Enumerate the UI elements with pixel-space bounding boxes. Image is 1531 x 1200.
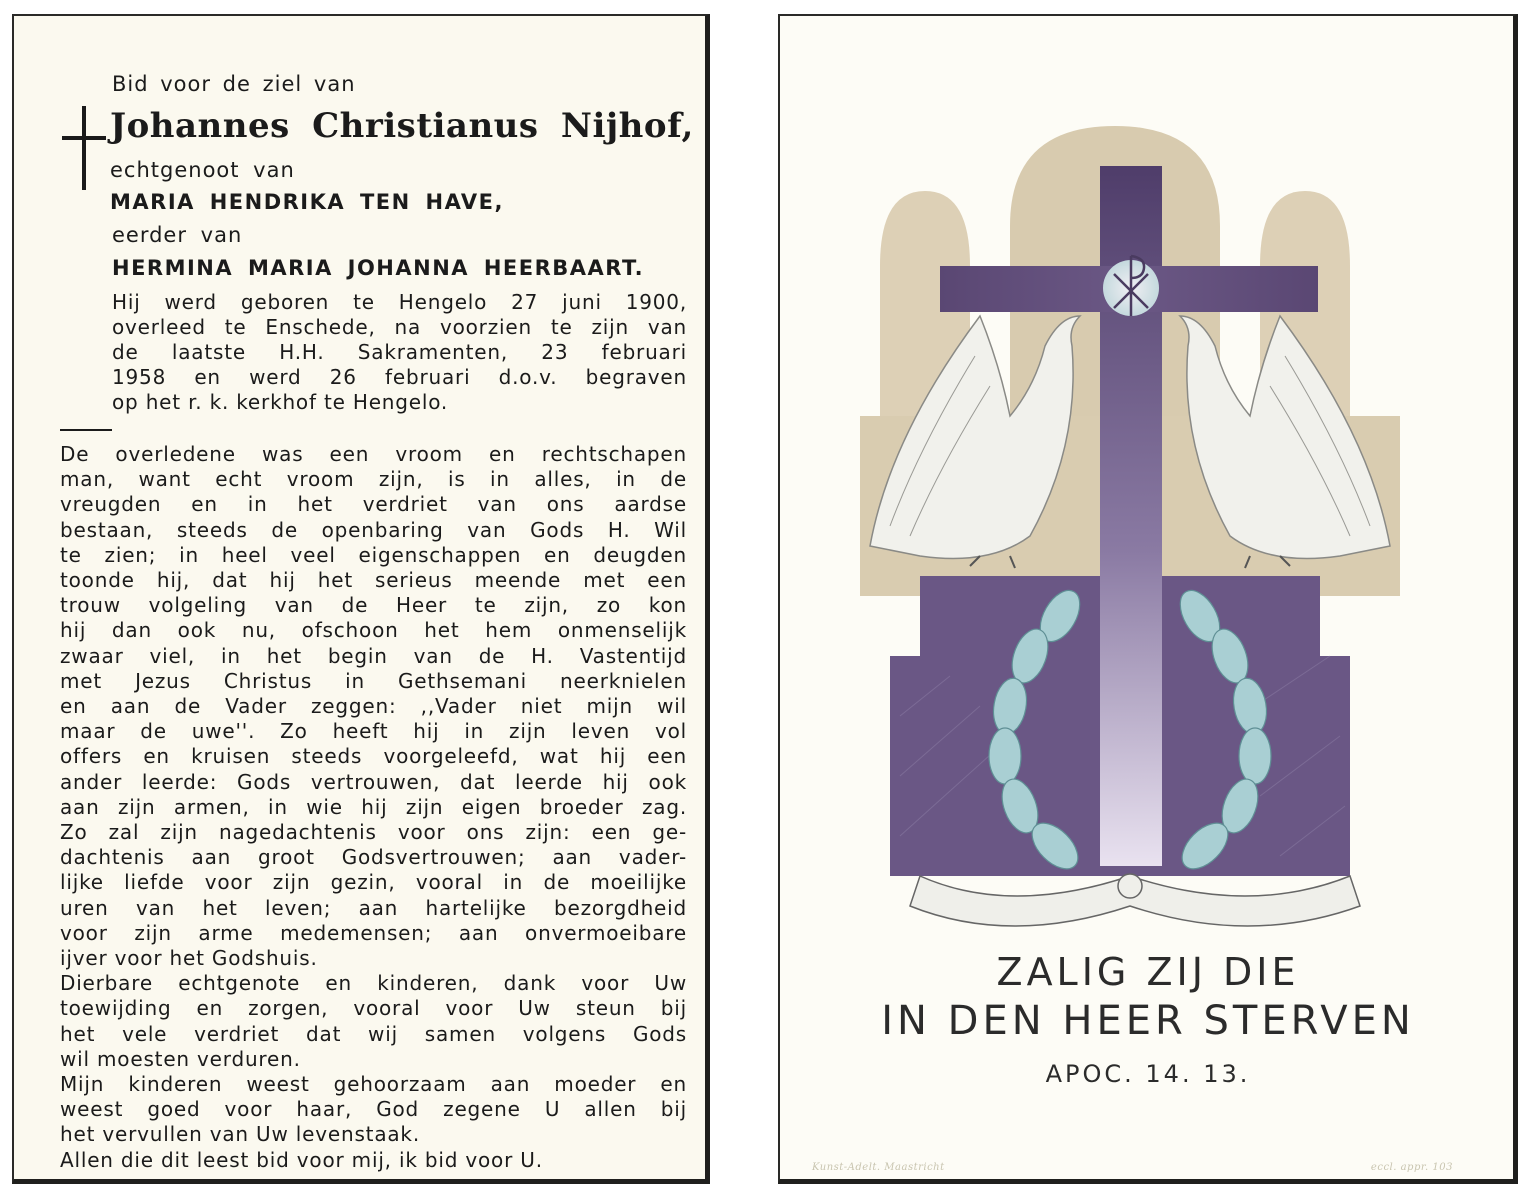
memorial-text-card <box>12 14 710 1184</box>
printer-credit: Kunst-Adelt. Maastricht <box>812 1162 945 1173</box>
bio-line: de laatste H.H. Sakramenten, 23 februari <box>112 340 687 364</box>
eulogy-line: Mijn kinderen weest gehoorzaam aan moeder en <box>60 1072 687 1096</box>
bio-line: overleed te Enschede, na voorzien te zijn van <box>112 315 687 339</box>
eulogy-line: offers en kruisen steeds voorgeleefd, wat hij een <box>60 744 687 769</box>
cross-doves-wreath-illustration <box>860 116 1430 936</box>
eulogy-line: met Jezus Christus in Gethsemani neerknielen <box>60 668 687 693</box>
eulogy-line: uren van het leven; aan hartelijke bezorgdheid <box>60 895 687 920</box>
eulogy-line: aan zijn armen, in wie hij zijn eigen broeder zag. <box>60 794 687 819</box>
divider <box>60 429 112 431</box>
eulogy-line: trouw volgeling van de Heer te zijn, zo kon <box>60 593 687 618</box>
memorial-image-card <box>778 14 1518 1184</box>
spouse-name: MARIA HENDRIKA TEN HAVE, <box>110 190 504 214</box>
eulogy-line: Allen die dit leest bid voor mij, ik bid voor U. <box>60 1147 543 1172</box>
eulogy-line: Zo zal zijn nagedachtenis voor ons zijn: een ge- <box>60 820 687 844</box>
eulogy-line: het vervullen van Uw levenstaak. <box>60 1122 420 1147</box>
eulogy-line: en aan de Vader zeggen: ,,Vader niet mijn wil <box>60 694 687 718</box>
eulogy-line: te zien; in heel veel eigenschappen en deugden <box>60 542 687 567</box>
eulogy-line: man, want echt vroom zijn, is in alles, in de <box>60 467 687 492</box>
eulogy-line: bestaan, steeds de openbaring van Gods H. Wil <box>60 517 687 542</box>
scripture-reference: APOC. 14. 13. <box>1045 1060 1251 1088</box>
eulogy-line: ander leerde: Gods vertrouwen, dat leerde hij ook <box>60 769 687 794</box>
approval-mark: eccl. appr. 103 <box>1370 1162 1453 1173</box>
bio-line: 1958 en werd 26 februari d.o.v. begraven <box>112 365 687 389</box>
bio-line: Hij werd geboren te Hengelo 27 juni 1900, <box>112 290 687 314</box>
former-spouse-label: eerder van <box>112 223 243 247</box>
verse-line-2: IN DEN HEER STERVEN <box>881 998 1415 1044</box>
verse-line-1: ZALIG ZIJ DIE <box>996 950 1300 994</box>
eulogy-line: Dierbare echtgenote en kinderen, dank voor Uw <box>60 971 687 996</box>
eulogy-line: vreugden en in het verdriet van ons aardse <box>60 492 687 517</box>
eulogy-line: toewijding en zorgen, vooral voor Uw steun bij <box>60 996 687 1021</box>
former-spouse-name: HERMINA MARIA JOHANNA HEERBAART. <box>112 256 645 280</box>
deceased-name: Johannes Christianus Nijhof, <box>110 106 694 146</box>
eulogy-line: wil moesten verduren. <box>60 1046 301 1071</box>
eulogy-line: het vele verdriet dat wij samen volgens Gods <box>60 1021 687 1046</box>
cross-icon <box>62 106 106 190</box>
spouse-label: echtgenoot van <box>110 158 295 182</box>
eulogy-line: zwaar viel, in het begin van de H. Vastentijd <box>60 643 687 668</box>
prayer-line: Bid voor de ziel van <box>112 72 356 96</box>
eulogy-line: dachtenis aan groot Godsvertrouwen; aan vader- <box>60 845 687 870</box>
eulogy-line: voor zijn arme medemensen; aan onvermoeibare <box>60 920 687 945</box>
eulogy-line: ijver voor het Godshuis. <box>60 946 318 970</box>
eulogy-line: maar de uwe''. Zo heeft hij in zijn leven vol <box>60 719 687 744</box>
eulogy-line: lijke liefde voor zijn gezin, vooral in de moeilijke <box>60 870 687 895</box>
eulogy-line: De overledene was een vroom en rechtschapen <box>60 442 687 466</box>
eulogy-line: hij dan ook nu, ofschoon het hem onmenselijk <box>60 618 687 643</box>
bio-line: op het r. k. kerkhof te Hengelo. <box>112 390 449 414</box>
eulogy-line: weest goed voor haar, God zegene U allen bij <box>60 1097 687 1122</box>
eulogy-line: toonde hij, dat hij het serieus meende met een <box>60 568 687 592</box>
